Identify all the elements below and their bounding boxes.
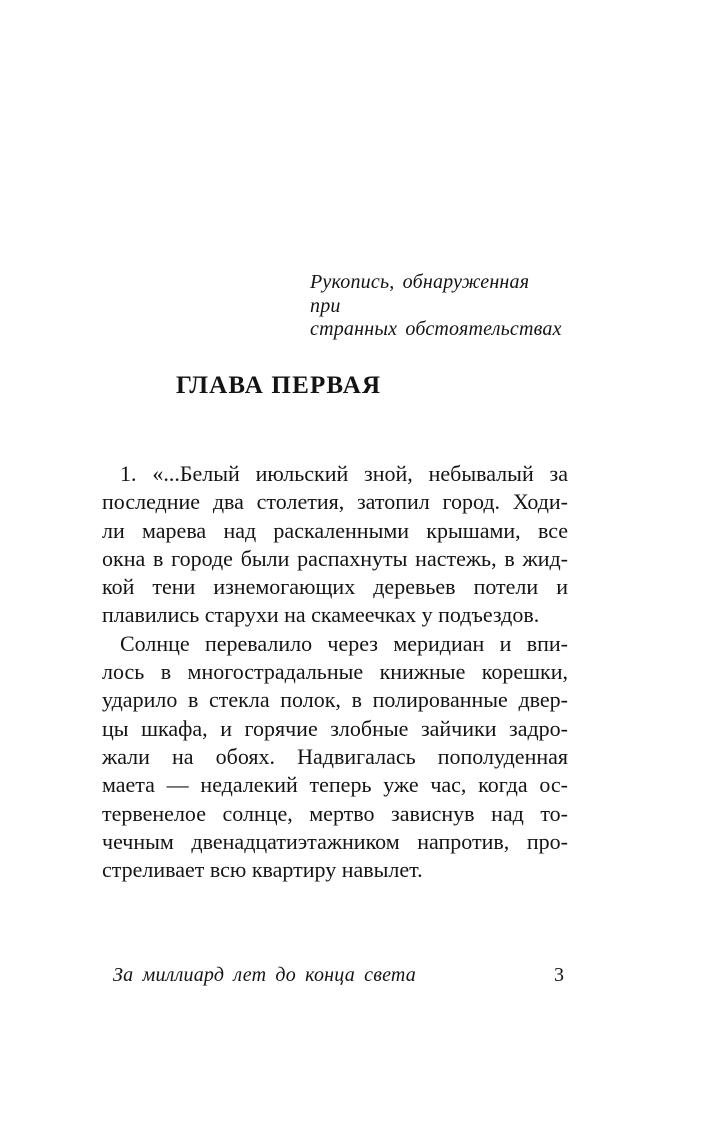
footer-page-number: 3 bbox=[554, 964, 564, 986]
text-line: последние два столетия, затопил город. Ходи- bbox=[102, 489, 568, 515]
text-line: 1. «...Белый июльский зной, небывалый за bbox=[120, 461, 568, 486]
chapter-heading: ГЛАВА ПЕРВАЯ bbox=[176, 372, 382, 399]
text-line: лось в многострадальные книжные корешки, bbox=[102, 659, 568, 685]
text-line: маета — недалекий теперь уже час, когда ос- bbox=[102, 772, 568, 798]
epigraph-line: Рукопись, обнаруженная при bbox=[310, 271, 530, 317]
text-line: цы шкафа, и горячие злобные зайчики задро- bbox=[102, 715, 568, 741]
text-line: Солнце перевалило через меридиан и впи- bbox=[120, 630, 568, 656]
running-footer bbox=[102, 963, 568, 987]
text-line: ударило в стекла полок, в полированные двер- bbox=[102, 687, 568, 713]
text-line: кой тени изнемогающих деревьев потели и bbox=[102, 574, 568, 600]
text-line: чечным двенадцатиэтажником напротив, про- bbox=[102, 828, 568, 854]
footer-book-title: За миллиард лет до конца света bbox=[113, 964, 416, 986]
text-line: стреливает всю квартиру навылет. bbox=[102, 857, 423, 883]
text-line: ли марева над раскаленными крышами, все bbox=[102, 517, 568, 543]
body-text bbox=[102, 460, 568, 884]
epigraph-line: странных обстоятельствах bbox=[310, 318, 562, 340]
text-line: тервенелое солнце, мертво зависнув над то- bbox=[102, 800, 568, 826]
text-line: жали на обоях. Надвигалась пополуденная bbox=[102, 743, 568, 769]
text-line: плавились старухи на скамеечках у подъездов. bbox=[102, 602, 540, 628]
epigraph bbox=[310, 271, 568, 342]
text-line: окна в городе были распахнуты настежь, в жид- bbox=[102, 545, 568, 571]
